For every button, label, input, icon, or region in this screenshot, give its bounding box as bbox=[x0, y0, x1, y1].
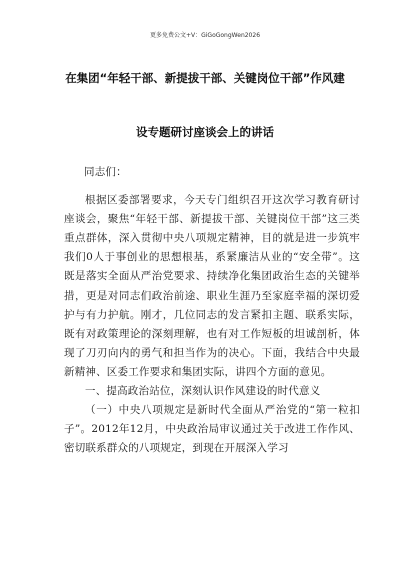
section-heading-1: 一、提高政治站位，深刻认识作风建设的时代意义 bbox=[85, 385, 321, 398]
paragraph-section-1-1: （一）中央八项规定是新时代全面从严治党的“第一粒扣子”。2012年12月，中央政治局审议通过关于改进工作作风、密切联系群众的八项规定，到现在开展深入学习 bbox=[64, 404, 360, 455]
document-title-line-1: 在集团“年轻干部、新提拔干部、关键岗位干部”作风建 bbox=[65, 71, 345, 85]
document-title-line-2: 设专题研讨座谈会上的讲话 bbox=[136, 125, 274, 139]
paragraph-intro: 根据区委部署要求，今天专门组织召开这次学习教育研讨座谈会，聚焦“年轻干部、新提拔干部、关键岗位干部”这三类重点群体，深入贯彻中央八项规定精神，目的就是进一步筑牢我们0人于事创业的思想根基，系紧廉洁从业的“安全带”。这既是落实全面从严治党要求、持续净化集团政治生态的关键举措，更是对同志们政治前途、职业生涯乃至家庭幸福的深切爱护与有力护航。刚才，几位同志的发言紧扣主题、联系实际，既有对政策理论的深刻理解，也有对工作短板的坦诚剖析，体现了刀刃向内的勇气和担当作为的决心。下面，我结合中央最新精神、区委工作要求和集团实际，讲四个方面的意见。 bbox=[64, 194, 360, 378]
document-body bbox=[64, 163, 360, 458]
header-note: 更多免费公文+V：GiGoGongWen2026 bbox=[149, 32, 261, 39]
salutation: 同志们： bbox=[84, 166, 127, 178]
